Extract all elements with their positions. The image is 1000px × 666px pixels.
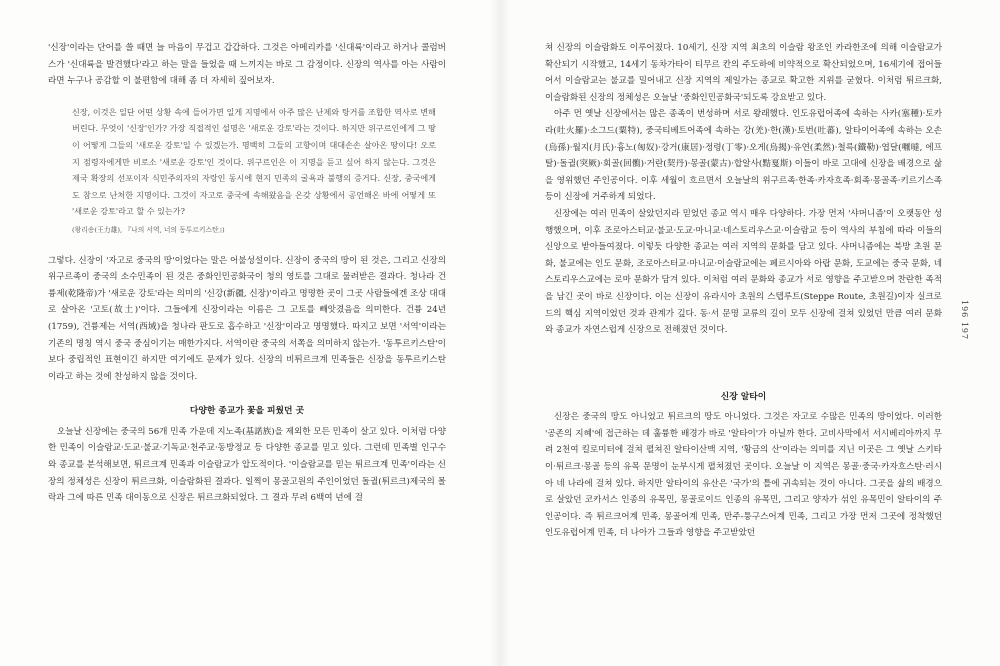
right-paragraph-3: 신장에는 여러 민족이 살았던지라 믿었던 종교 역시 매우 다양하다. 가장 먼저 '샤머니즘'이 오랫동안 성행했으며, 이후 조로아스터교·불교·도교·마니교·네스토리우스교·이슬람교 등이 역사의 부침에 따라 이들의 신앙으로 받아들여졌다. 이렇듯 다양한 종교는 여러 지역의 문화를 담고 있다. 샤머니즘에는 북방 초원 문화, 불교에는 인도 문화, 조로아스터교·마니교·이슬람교에는 페르시아와 아랍 문화, 도교에는 중국 문화, 네스토리우스교에는 로마 문화가 담겨 있다. 이처럼 여러 문화와 종교가 서로 영향을 주고받으며 찬란한 족적을 남긴 곳이 바로 신장이다. 이는 신장이 유라시아 초원의 스텝루트(Steppe Route, 초원길)이자 실크로드의 핵심 지역이었던 것과 관계가 깊다. 동·서 문명 교류의 길이 모두 신장에 걸쳐 있었던 만큼 여러 문화와 종교가 자연스럽게 신장으로 전해졌던 것이다. — [545, 208, 942, 336]
left-paragraph-3: 오늘날 신장에는 중국의 56개 민족 가운데 지노족(基諾族)을 제외한 모든 민족이 살고 있다. 이처럼 다양한 민족이 이슬람교·도교·불교·기독교·천주교·동방정교 등 다양한 종교를 믿고 있다. 그런데 민족별 인구수와 종교를 분석해보면, 튀르크계 민족과 이슬람교가 압도적이다. '이슬람교를 믿는 튀르크계 민족'이라는 신장의 정체성은 신장이 튀르크화, 이슬람화된 결과다. 일찍이 몽골고원의 주인이었던 돌궐(튀르크)제국의 몰락과 그에 따른 민족 대이동으로 신장은 튀르크화되었다. 그 결과 무려 6백여 년에 걸 — [48, 426, 446, 504]
right-paragraph-2: 아주 먼 옛날 신장에서는 많은 종족이 번성하며 서로 왕래했다. 인도유럽어족에 속하는 사카(塞種)·토카라(吐火羅)·소그드(粟特), 중국티베트어족에 속하는 강(羌)·한(漢)·토번(吐蕃), 알타이어족에 속하는 오손(烏孫)·월지(月氏)·흉노(匈奴)·강거(康居)·정령(丁零)·오게(烏揭)·유연(柔然)·철륵(鐵勒)·엽달(嚈噠, 에프탈)·돌궐(突厥)·회골(回鶻)·거란(契丹)·몽골(蒙古)·합알사(黠戛斯) 이들이 바로 고대에 신장을 배경으로 삶을 영위했던 주인공이다. 이후 세월이 흐르면서 오늘날의 위구르족·한족·카자흐족·회족·몽골족·키르기스족 등이 신장에 거주하게 되었다. — [545, 109, 942, 203]
left-column — [48, 40, 446, 507]
section-spacer — [545, 339, 942, 371]
book-gutter — [490, 0, 510, 666]
right-column — [545, 40, 942, 542]
section-heading-altai: 신장 알타이 — [720, 391, 767, 402]
page-numbers: 196 197 — [960, 300, 969, 341]
quote-text: 신장, 이것은 일단 어떤 상황 속에 들어가면 일게 지명에서 아주 많은 난제와 탕거를 조합한 역사로 변해버린다. 무엇이 '신장'인가? 가장 직접적인 설명은 '새로운 강토'라는 것이다. 하지만 위구르인에게 그 땅이 어떻게 그들의 '새로운 강토'일 수 있겠는가. 명백히 그들의 고향이며 대대손손 살아온 땅이다! 오로지 점령자에게만 비로소 '새로운 강토'인 것이다. 위구르인은 이 지명을 듣고 싶어 하지 않는다. 그것은 제국 확장의 선포이자 식민주의자의 자랑인 동시에 현지 민족의 굴욕과 불행의 증거다. 신장, 중국에게도 참으로 난처한 지명이다. 그것이 자고로 중국에 속해왔음을 온갖 상황에서 공언해온 바에 어떻게 또 '새로운 강토'라고 할 수 있는가? — [72, 106, 436, 217]
section-heading-religions: 다양한 종교가 꽃을 피웠던 곳 — [189, 406, 305, 417]
right-paragraph-1: 쳐 신장의 이슬람화도 이루어졌다. 10세기, 신장 지역 최초의 이슬람 왕조인 카라한조에 의해 이슬람교가 확산되기 시작했고, 14세기 동차가타이 티무르 칸의 주도하에 비약적으로 확산되었으며, 16세기에 접어들어서 이슬람교는 불교를 밀어내고 신장 지역의 제일가는 종교로 확고한 지위를 굳혔다. 이처럼 튀르크화, 이슬람화된 신장의 정체성은 오늘날 '중화인민공화국'되도록 강요받고 있다. — [545, 43, 942, 103]
left-paragraph-1: '신장'이라는 단어를 쓸 때면 늘 마음이 무겁고 갑갑하다. 그것은 아메리카를 '신대륙'이라고 하거나 콜럼버스가 '신대륙을 발견했다'라고 하는 말을 들었을 때 느끼지는 바로 그 감정이다. 신장의 역사를 아는 사람이라면 누구나 공감할 이 불편함에 대해 좀 더 자세히 짚어보자. — [48, 43, 446, 87]
right-paragraph-4: 신장은 중국의 땅도 아니었고 튀르크의 땅도 아니었다. 그것은 자고로 수많은 민족의 땅이었다. 이러한 '공존의 지혜'에 접근하는 데 훌륭한 배경가 바로 '알타이'가 아닐까 한다. 고비사막에서 서시베리아까지 무려 2천여 킬로미터에 걸쳐 펼쳐진 알타이산맥 지역, '황금의 산'이라는 의미를 지닌 이곳은 그 옛날 스키타이·튀르크·몽골 등의 유목 문명이 눈부시게 펼쳐졌던 곳이다. 오늘날 이 지역은 몽골·중국·카자흐스탄·러시아 네 나라에 걸쳐 있다. 하지만 알타이의 유산은 '국가'의 틀에 귀속되는 것이 아니다. 그곳을 삶의 배경으로 살았던 코카서스 인종의 유목민, 몽골로이드 인종의 유목민, 그리고 양자가 섞인 유목민이 알타이의 주인공이다. 즉 튀르크어계 민족, 몽골어계 민족, 만주-퉁구스어계 민족, 그리고 가장 먼저 그곳에 정착했던 인도유럽어계 민족, 더 나아가 그들과 영향을 주고받았던 — [545, 412, 942, 539]
quote-source: (왕리숑(王力雄), 『나의 서역, 너의 동투르키스탄』) — [72, 225, 225, 234]
block-quote — [72, 104, 436, 239]
left-paragraph-2: 그렇다. 신장이 '자고로 중국의 땅'이었다는 말은 어불성설이다. 신장이 중국의 땅이 된 것은, 그리고 신장의 위구르족이 중국의 소수민족이 된 것은 중화인민공화국이 청의 영토를 그대로 물려받은 결과다. 청나라 건륭제(乾隆帝)가 '새로운 강토'라는 의미의 '신강(新疆, 신장)'이라고 명명한 곳이 그곳 사람들에겐 조상 대대로 살아온 '고토(故土)'이다. 그들에게 신장이라는 이름은 그 고토를 빼앗겼음을 의미한다. 건륭 24년(1759), 건륭제는 서역(西域)을 청나라 판도로 흡수하고 '신장'이라고 명명했다. 따지고 보면 '서역'이라는 기존의 명칭 역시 중국 중심이기는 매한가지다. 서역이란 중국의 서쪽을 의미하지 않는가. '동투르키스탄'이 보다 중립적인 표현이긴 하지만 여기에도 문제가 있다. 신장의 비튀르크계 민족들은 신장을 동투르키스탄이라고 하는 것에 찬성하지 않을 것이다. — [48, 255, 446, 382]
